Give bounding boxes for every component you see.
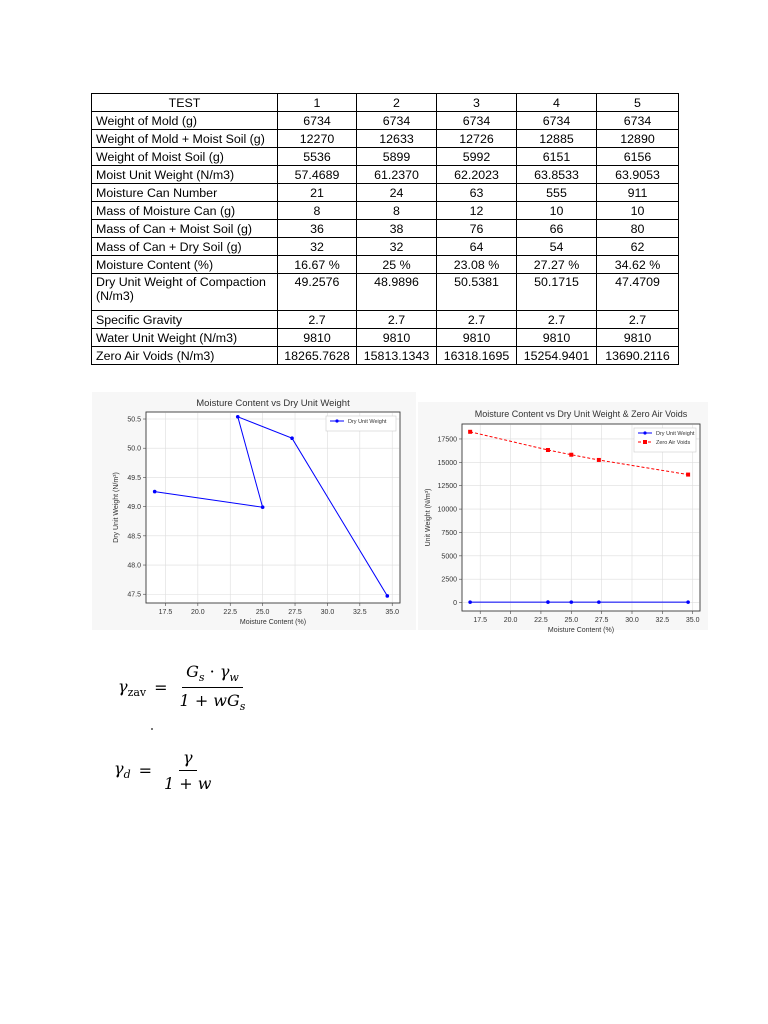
- table-cell: 12890: [597, 130, 679, 148]
- formula-dry-unit-weight: [114, 748, 215, 793]
- table-cell: 32: [278, 238, 357, 256]
- table-cell: 25 %: [357, 256, 437, 274]
- table-row: [92, 311, 679, 329]
- table-cell: 32: [357, 238, 437, 256]
- legend-label: Dry Unit Weight: [656, 431, 695, 437]
- table-cell: 6734: [278, 112, 357, 130]
- table-cell: 24: [357, 184, 437, 202]
- table-row: [92, 148, 679, 166]
- header-test-2: 2: [357, 94, 437, 112]
- data-point: [386, 594, 390, 598]
- table-row: [92, 220, 679, 238]
- row-label: Specific Gravity: [92, 311, 278, 329]
- table-cell: 10: [597, 202, 679, 220]
- header-test: TEST: [92, 94, 278, 112]
- table-cell: 6151: [517, 148, 597, 166]
- table-row: [92, 202, 679, 220]
- stray-mark: [151, 728, 153, 730]
- table-cell: 9810: [278, 329, 357, 347]
- data-point: [290, 436, 294, 440]
- table-cell: 15813.1343: [357, 347, 437, 365]
- table-cell: 63: [437, 184, 517, 202]
- y-tick-label: 50.5: [127, 416, 141, 424]
- y-tick-label: 48.0: [127, 562, 141, 570]
- table-cell: 2.7: [357, 311, 437, 329]
- x-tick-label: 25.0: [255, 609, 270, 616]
- x-tick-label: 22.5: [223, 609, 238, 616]
- table-cell: 5899: [357, 148, 437, 166]
- legend-label: Dry Unit Weight: [348, 419, 387, 425]
- formula-zav-denominator: $1 + wG_s$: [179, 691, 246, 714]
- x-tick-label: 32.5: [655, 617, 670, 624]
- y-tick-label: 7500: [441, 529, 457, 537]
- y-tick-label: 48.5: [127, 533, 141, 541]
- row-label: Moist Unit Weight (N/m3): [92, 166, 278, 184]
- table-cell: 66: [517, 220, 597, 238]
- table-cell: 61.2370: [357, 166, 437, 184]
- table-cell: 555: [517, 184, 597, 202]
- table-cell: 16318.1695: [437, 347, 517, 365]
- data-point: [686, 473, 690, 477]
- table-cell: 6734: [517, 112, 597, 130]
- y-tick-label: 50.0: [127, 445, 141, 453]
- table-cell: 15254.9401: [517, 347, 597, 365]
- data-point: [261, 505, 265, 509]
- formula-zav-fraction: [176, 662, 250, 713]
- chart-dry-unit-weight-zav-svg: [418, 402, 708, 634]
- formula-zav-lhs: $\gamma_{zav}$: [118, 676, 147, 699]
- formula-d-equals: =: [138, 761, 153, 780]
- table-cell: 12270: [278, 130, 357, 148]
- table-cell: 2.7: [517, 311, 597, 329]
- header-test-4: 4: [517, 94, 597, 112]
- row-label: Mass of Moisture Can (g): [92, 202, 278, 220]
- y-tick-label: 0: [453, 600, 457, 608]
- table-cell: 9810: [357, 329, 437, 347]
- legend-marker: [335, 419, 338, 422]
- table-cell: 6734: [597, 112, 679, 130]
- y-tick-label: 47.5: [127, 591, 141, 599]
- data-point: [546, 448, 550, 452]
- table-cell: 23.08 %: [437, 256, 517, 274]
- table-cell: 57.4689: [278, 166, 357, 184]
- y-tick-label: 49.5: [127, 474, 141, 482]
- y-tick-label: 12500: [437, 483, 457, 491]
- table-row: [92, 130, 679, 148]
- table-cell: 27.27 %: [517, 256, 597, 274]
- compaction-data-table: [91, 93, 679, 365]
- row-label: Zero Air Voids (N/m3): [92, 347, 278, 365]
- table-cell: 47.4709: [597, 274, 679, 311]
- table-row: [92, 184, 679, 202]
- data-point: [569, 600, 573, 604]
- chart-title: Moisture Content vs Dry Unit Weight: [196, 398, 350, 409]
- table-cell: 76: [437, 220, 517, 238]
- x-tick-label: 30.0: [625, 617, 639, 624]
- formula-zero-air-voids: [118, 662, 249, 713]
- data-point: [597, 458, 601, 462]
- y-tick-label: 10000: [437, 506, 457, 514]
- data-point: [468, 430, 472, 434]
- row-label: Moisture Content (%): [92, 256, 278, 274]
- x-tick-label: 25.0: [564, 617, 579, 624]
- table-cell: 80: [597, 220, 679, 238]
- data-point: [236, 415, 240, 419]
- table-cell: 18265.7628: [278, 347, 357, 365]
- y-tick-label: 49.0: [127, 504, 141, 512]
- plot-area: [146, 412, 400, 603]
- data-point: [569, 453, 573, 457]
- table-cell: 12726: [437, 130, 517, 148]
- table-cell: 911: [597, 184, 679, 202]
- table-cell: 63.8533: [517, 166, 597, 184]
- table-cell: 10: [517, 202, 597, 220]
- x-tick-label: 17.5: [158, 609, 173, 616]
- x-tick-label: 27.5: [594, 617, 609, 624]
- table-cell: 34.62 %: [597, 256, 679, 274]
- table-cell: 54: [517, 238, 597, 256]
- table-cell: 49.2576: [278, 274, 357, 311]
- data-point: [686, 600, 690, 604]
- formula-d-fraction: [160, 748, 215, 793]
- table-cell: 16.67 %: [278, 256, 357, 274]
- row-label: Dry Unit Weight of Compaction (N/m3): [92, 274, 278, 311]
- formula-d-numerator: γ: [179, 748, 197, 771]
- y-tick-label: 15000: [437, 459, 457, 467]
- formula-zav-numerator: $G_s \cdot \gamma_w$: [182, 662, 243, 688]
- x-tick-label: 30.0: [320, 609, 335, 616]
- table-cell: 63.9053: [597, 166, 679, 184]
- header-test-3: 3: [437, 94, 517, 112]
- table-cell: 62: [597, 238, 679, 256]
- x-tick-label: 20.0: [503, 617, 518, 624]
- table-cell: 5992: [437, 148, 517, 166]
- header-test-1: 1: [278, 94, 357, 112]
- data-point: [153, 490, 157, 494]
- chart-dry-unit-weight-svg: [92, 392, 416, 630]
- x-axis-label: Moisture Content (%): [547, 627, 615, 634]
- table-row: [92, 166, 679, 184]
- x-tick-label: 35.0: [685, 617, 700, 624]
- table-cell: 62.2023: [437, 166, 517, 184]
- row-label: Weight of Mold + Moist Soil (g): [92, 130, 278, 148]
- table-cell: 2.7: [597, 311, 679, 329]
- row-label: Mass of Can + Dry Soil (g): [92, 238, 278, 256]
- table-row: [92, 329, 679, 347]
- table-row: [92, 347, 679, 365]
- table-header-row: [92, 94, 679, 112]
- table-cell: 9810: [437, 329, 517, 347]
- table-cell: 2.7: [278, 311, 357, 329]
- table-cell: 13690.2116: [597, 347, 679, 365]
- table-cell: 12633: [357, 130, 437, 148]
- table-cell: 6156: [597, 148, 679, 166]
- row-label: Weight of Moist Soil (g): [92, 148, 278, 166]
- y-axis-label: Unit Weight (N/m³): [425, 488, 432, 547]
- table-cell: 6734: [357, 112, 437, 130]
- data-point: [546, 600, 550, 604]
- table-cell: 12885: [517, 130, 597, 148]
- table-row: [92, 112, 679, 130]
- table-cell: 9810: [517, 329, 597, 347]
- table-row: [92, 274, 679, 311]
- table-cell: 2.7: [437, 311, 517, 329]
- table-cell: 8: [278, 202, 357, 220]
- chart-dry-unit-weight-zav: [418, 402, 708, 634]
- row-label: Weight of Mold (g): [92, 112, 278, 130]
- chart-dry-unit-weight: [92, 392, 416, 630]
- table-row: [92, 238, 679, 256]
- table-cell: 12: [437, 202, 517, 220]
- x-tick-label: 17.5: [473, 617, 488, 624]
- table-cell: 36: [278, 220, 357, 238]
- table-row: [92, 256, 679, 274]
- y-tick-label: 2500: [441, 576, 457, 584]
- y-axis-label: Dry Unit Weight (N/m³): [113, 472, 120, 543]
- row-label: Mass of Can + Moist Soil (g): [92, 220, 278, 238]
- x-tick-label: 22.5: [534, 617, 548, 624]
- x-tick-label: 20.0: [191, 609, 205, 616]
- table-cell: 5536: [278, 148, 357, 166]
- x-tick-label: 32.5: [353, 609, 367, 616]
- table-cell: 64: [437, 238, 517, 256]
- table-cell: 50.1715: [517, 274, 597, 311]
- legend-label: Zero Air Voids: [656, 440, 691, 446]
- row-label: Water Unit Weight (N/m3): [92, 329, 278, 347]
- x-axis-label: Moisture Content (%): [239, 619, 307, 626]
- legend-marker: [643, 431, 646, 434]
- x-tick-label: 35.0: [385, 609, 400, 616]
- table-cell: 9810: [597, 329, 679, 347]
- header-test-5: 5: [597, 94, 679, 112]
- table-cell: 21: [278, 184, 357, 202]
- legend-marker: [643, 440, 647, 444]
- y-tick-label: 17500: [437, 436, 457, 444]
- formula-zav-equals: =: [154, 678, 168, 698]
- table-cell: 38: [357, 220, 437, 238]
- table-cell: 8: [357, 202, 437, 220]
- x-tick-label: 27.5: [288, 609, 302, 616]
- table-cell: 50.5381: [437, 274, 517, 311]
- table-cell: 6734: [437, 112, 517, 130]
- chart-title: Moisture Content vs Dry Unit Weight & Zero Air Voids: [474, 409, 688, 419]
- data-point: [468, 600, 472, 604]
- y-tick-label: 5000: [441, 553, 457, 561]
- formula-d-denominator: 1 + w: [164, 774, 212, 793]
- data-point: [597, 600, 601, 604]
- table-cell: 48.9896: [357, 274, 437, 311]
- formula-d-lhs: $\gamma_d$: [114, 759, 131, 782]
- row-label: Moisture Can Number: [92, 184, 278, 202]
